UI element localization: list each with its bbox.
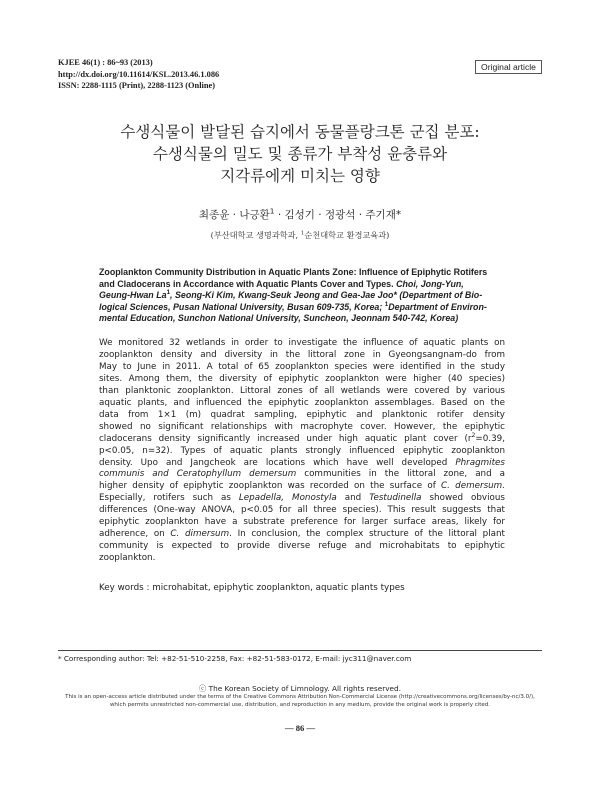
author-separator: · [274,209,285,221]
abstract-line: Especially, rotifers such as Lepadella, Monostyla and Testudinella showed obvious [99,493,505,504]
abstract-line: higher density of epiphytic zooplankton was recorded on the surface of C. demersum. [99,481,505,492]
issn-line: ISSN: 2288-1115 (Print), 2288-1123 (Online) [58,81,216,90]
keywords: Key words : microhabitat, epiphytic zooplankton, aquatic plants types [99,583,405,593]
abstract-line: epiphytic zooplankton have a substrate preference for larger surface areas, likely for [99,517,505,528]
journal-volume: KJEE 46(1) : 86~93 (2013) [58,58,153,67]
author-name: 최종윤 [198,209,230,221]
english-title-line: and Cladocerans in Accordance with Aquatic Plants Cover and Types. Choi, Jong-Yun, [99,278,464,289]
author-affiliation-mark: 1 [269,206,275,216]
abstract-line: aquatic plants, and influenced the epiphytic zooplankton assemblages. Based on the [99,397,505,408]
korean-title [40,121,560,187]
english-affiliation-line: logical Sciences, Pusan National University, Busan 609-735, Korea; $^1$Department of Environ- [99,300,487,312]
author-separator: · [314,209,325,221]
abstract-line: sites. Among them, the diversity of epiphytic zooplankton were higher (40 species) [99,373,505,384]
corresponding-author-footnote: * Corresponding author: Tel: +82-51-510-2258, Fax: +82-51-583-0172, E-mail: jyc311@naver.com [58,654,412,663]
abstract-line: communis and Ceratophyllum demersum communities in the littoral zone, and a [99,469,506,480]
english-title-block [99,267,505,325]
english-authors-line: Geung-Hwan La$^1$, Seong-Ki Kim, Kwang-Seuk Jeong and Gea-Jae Joo* (Department of Bio- [99,289,483,300]
abstract-line: May to June in 2011. A total of 65 zooplankton species were identified in the study [99,361,505,372]
author-separator: · [355,209,366,221]
journal-meta [58,57,219,92]
article-type-badge: Original article [475,60,542,74]
abstract-line: than planktonic zooplankton. Littoral zones of all wetlands were covered by various [99,385,505,396]
korean-title-line: 수생식물이 발달된 습지에서 동물플랑크톤 군집 분포: [120,123,480,141]
abstract-line: data from 1×1 (m) quadrat sampling, epiphytic and planktonic rotifer density [99,409,505,420]
korean-title-line: 수생식물의 밀도 및 종류가 부착성 윤충류와 [152,145,448,163]
korean-affiliation: (부산대학교 생명과학과, $^1$순천대학교 환경교육과) [210,230,390,240]
abstract [99,338,505,565]
footnote-divider [58,650,542,651]
abstract-line: differences (One-way ANOVA, p<0.05 for all three species). This result suggests that [99,505,505,516]
korean-authors [40,208,560,222]
abstract-line: adherence, on C. dimersum. In conclusion, the complex structure of the littoral plant [99,529,505,540]
copyright-notice: ⓒ The Korean Society of Limnology. All rights reserved. [199,684,401,693]
abstract-line: p<0.05, n=32). Types of aquatic plants strongly influenced epiphytic zooplankton [99,445,505,456]
license-line: This is an open-access article distributed under the terms of the Creative Commons Attribution Non-Commercial License (http://creativecommons.org/licenses/by-nc/3.0/), [65,694,535,700]
author-separator: · [229,209,240,221]
abstract-line: showed no significant relationships with macrophyte cover. However, the epiphytic [99,421,505,432]
author-name: 주기재* [365,209,402,221]
abstract-line: cladocerans density significantly increased under high aquatic plant cover ($r^2=0.39$, [99,431,505,444]
english-affiliation-line: mental Education, Sunchon National University, Suncheon, Jeonnam 540-742, Korea) [99,313,459,323]
english-title-line: Zooplankton Community Distribution in Aquatic Plants Zone: Influence of Epiphytic Rotifers [99,267,488,277]
abstract-line: zooplankton. [99,553,156,564]
korean-title-line: 지각류에게 미치는 영향 [220,167,380,185]
doi-link[interactable]: http://dx.doi.org/10.11614/KSL.2013.46.1.086 [58,69,220,79]
abstract-line: We monitored 32 wetlands in order to investigate the influence of aquatic plants on [99,338,505,348]
author-name: 정광석 [324,209,356,221]
license-line: which permits unrestricted non-commercial use, distribution, and reproduction in any medium, provide the original work is properly cited. [109,702,491,709]
author-name: 김성기 [284,209,315,221]
affiliation-mark: 1 [300,230,305,237]
license-notice [30,693,570,709]
abstract-line: density. Upo and Jangcheok are locations which have well developed Phragmites [99,457,505,468]
page-number: — 86 — [284,723,316,733]
author-name: 나긍환 [239,209,270,221]
abstract-line: zooplankton density and diversity in the littoral zone in Gyeongsangnam-do from [99,349,505,360]
abstract-line: community is expected to provide diverse refuge and microhabitats to epiphytic [99,541,505,552]
